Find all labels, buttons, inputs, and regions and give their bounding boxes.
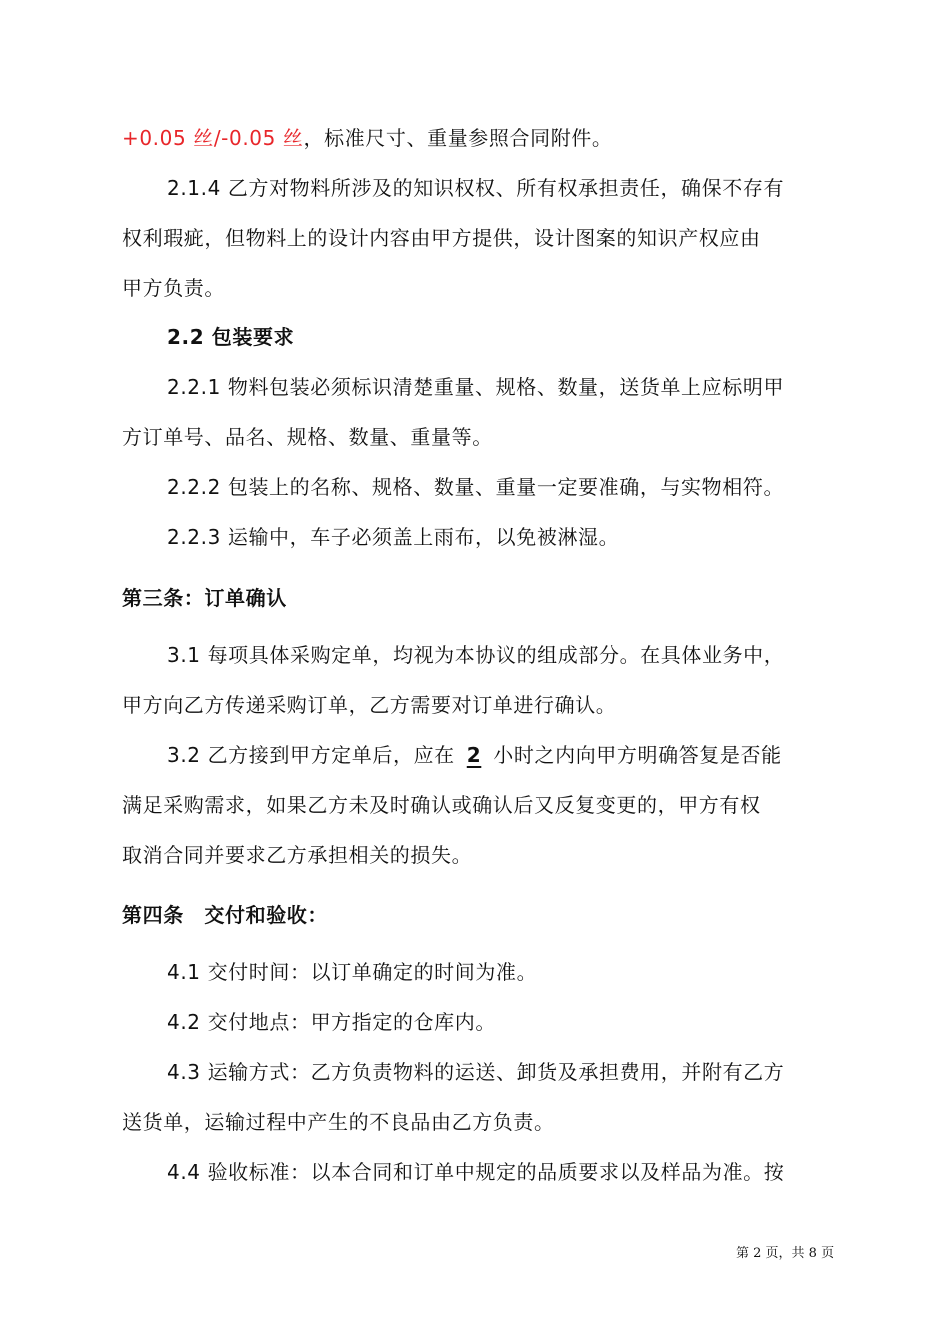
clause-3-2-text-pre: 3.2 乙方接到甲方定单后，应在 <box>167 743 455 767</box>
clause-2-2-1-line-1: 2.2.1 物料包装必须标识清楚重量、规格、数量，送货单上应标明甲 <box>167 375 785 399</box>
clause-3-1-line-1: 3.1 每项具体采购定单，均视为本协议的组成部分。在具体业务中， <box>167 643 785 667</box>
clause-4-1: 4.1 交付时间：以订单确定的时间为准。 <box>167 960 538 984</box>
clause-2-2-1-line-2: 方订单号、品名、规格、数量、重量等。 <box>122 425 493 449</box>
clause-2-1-4-line-2: 权利瑕疵，但物料上的设计内容由甲方提供，设计图案的知识产权应由 <box>122 226 761 250</box>
clause-2-1-4-line-3: 甲方负责。 <box>122 276 225 300</box>
clause-4-2: 4.2 交付地点：甲方指定的仓库内。 <box>167 1010 496 1034</box>
clause-2-2-3: 2.2.3 运输中，车子必须盖上雨布，以免被淋湿。 <box>167 525 620 549</box>
article-3-heading: 第三条：订单确认 <box>122 586 287 610</box>
clause-3-1-line-2: 甲方向乙方传递采购订单，乙方需要对订单进行确认。 <box>122 693 617 717</box>
clause-4-3-line-1: 4.3 运输方式：乙方负责物料的运送、卸货及承担费用，并附有乙方 <box>167 1060 785 1084</box>
clause-3-2-line-2: 满足采购需求，如果乙方未及时确认或确认后又反复变更的，甲方有权 <box>122 793 761 817</box>
clause-3-2-line-1 <box>167 741 782 769</box>
spec-tolerance-line <box>122 124 613 152</box>
hours-value: 2 <box>466 743 482 767</box>
page-number-footer: 第 2 页，共 8 页 <box>736 1246 835 1261</box>
article-4-heading: 第四条 交付和验收： <box>122 903 328 927</box>
tolerance-value: +0.05 丝/-0.05 丝 <box>122 126 304 150</box>
section-2-2-heading: 2.2 包装要求 <box>167 325 295 349</box>
tolerance-text: ，标准尺寸、重量参照合同附件。 <box>303 126 613 150</box>
clause-3-2-line-3: 取消合同并要求乙方承担相关的损失。 <box>122 843 473 867</box>
clause-2-2-2: 2.2.2 包装上的名称、规格、数量、重量一定要准确，与实物相符。 <box>167 475 785 499</box>
clause-4-3-line-2: 送货单，运输过程中产生的不良品由乙方负责。 <box>122 1110 555 1134</box>
clause-3-2-text-post: 小时之内向甲方明确答复是否能 <box>493 743 782 767</box>
clause-2-1-4-line-1: 2.1.4 乙方对物料所涉及的知识权权、所有权承担责任，确保不存有 <box>167 176 785 200</box>
clause-4-4-line-1: 4.4 验收标准：以本合同和订单中规定的品质要求以及样品为准。按 <box>167 1160 785 1184</box>
